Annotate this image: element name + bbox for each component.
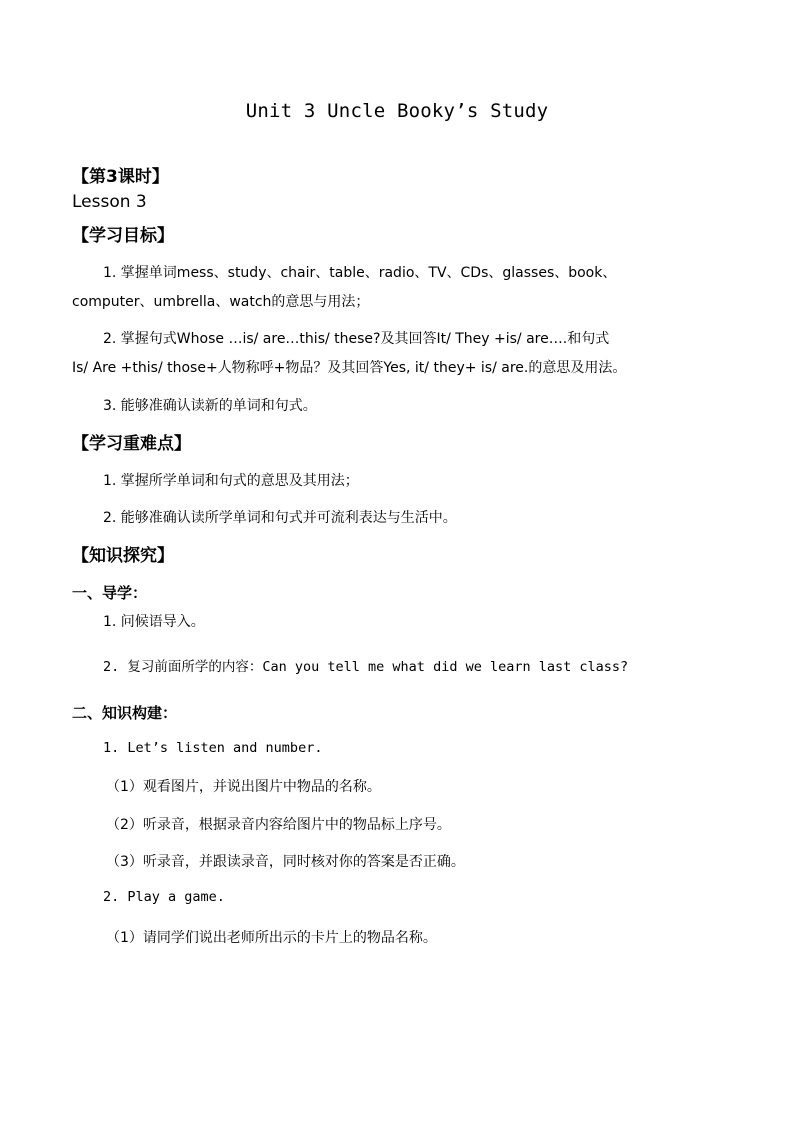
keypoint-line: 2. 能够准确认读所学单词和句式并可流利表达与生活中。 xyxy=(103,510,457,526)
keypoint-line: 1. 掌握所学单词和句式的意思及其用法； xyxy=(103,473,359,489)
keypoints-heading: 【学习重难点】 xyxy=(72,434,191,454)
objective-line: 3. 能够准确认读新的单词和句式。 xyxy=(103,398,317,414)
build-item: （3）听录音，并跟读录音，同时核对你的答案是否正确。 xyxy=(106,854,465,870)
build-item: 2. Play a game. xyxy=(103,889,225,905)
objective-line: 2. 掌握句式Whose …is/ are…this/ these?及其回答It/ They +is/ are….和句式 xyxy=(103,331,610,347)
guide-item: 1. 问候语导入。 xyxy=(103,614,205,630)
guide-heading: 一、导学： xyxy=(72,584,148,602)
build-item: （1）观看图片，并说出图片中物品的名称。 xyxy=(106,779,381,795)
lesson-tag: 【第3课时】 xyxy=(72,167,169,187)
build-item: （1）请同学们说出老师所出示的卡片上的物品名称。 xyxy=(106,930,437,946)
objective-line: computer、umbrella、watch的意思与用法； xyxy=(72,294,370,310)
build-item: 1. Let’s listen and number. xyxy=(103,740,323,756)
lesson-name: Lesson 3 xyxy=(72,192,147,212)
objective-line: 1. 掌握单词mess、study、chair、table、radio、TV、CDs、glasses、book、 xyxy=(103,265,617,281)
objective-line: Is/ Are +this/ those+人物称呼+物品？及其回答Yes, it/ they+ is/ are.的意思及用法。 xyxy=(72,360,627,376)
explore-heading: 【知识探究】 xyxy=(72,546,174,566)
page-title: Unit 3 Uncle Booky’s Study xyxy=(245,100,549,122)
build-item: （2）听录音，根据录音内容给图片中的物品标上序号。 xyxy=(106,817,451,833)
objectives-heading: 【学习目标】 xyxy=(72,226,174,246)
guide-item: 2. 复习前面所学的内容：Can you tell me what did we learn last class? xyxy=(103,659,629,675)
build-heading: 二、知识构建： xyxy=(72,704,178,722)
